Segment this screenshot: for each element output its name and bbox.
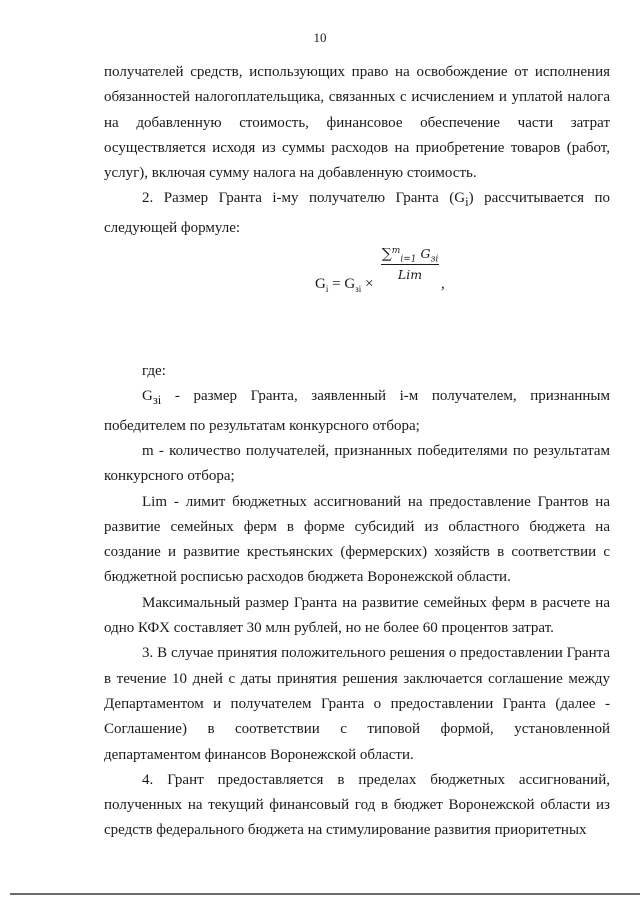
- formula-denominator: Lim: [397, 267, 423, 283]
- scan-edge-line: [10, 893, 640, 895]
- paragraph-4: 4. Грант предоставляется в пределах бюджетных ассигнований, полученных на текущий финансовый год в бюджет Воронежской области из средств федерального бюджета на стимулирование развития приоритетных: [104, 771, 610, 839]
- grant-formula: [104, 241, 610, 359]
- formula-numerator: ∑$^m_{i=1}$ $G_{зi}$: [381, 245, 439, 265]
- paragraph-continuation: получателей средств, использующих право на освобождение от исполнения обязанностей налогоплательщика, связанных с исчислением и уплатой налога на добавленную стоимость, финансовое обеспечение части затрат осуществляется исходя из суммы расходов на приобретение товаров (работ, услуг), включая сумму налога на добавленную стоимость.: [104, 64, 610, 182]
- page-number: 10: [313, 30, 327, 45]
- formula-comma: ,: [441, 276, 445, 293]
- where-label: где:: [142, 363, 166, 380]
- document-body: [104, 60, 610, 844]
- definition-lim: Lim - лимит бюджетных ассигнований на предоставление Грантов на развитие семейных ферм в форме субсидий из областного бюджета на создание и развитие крестьянских (фермерских) хозяйств в соответствии с бюджетной росписью расходов бюджета Воронежской области.: [104, 493, 610, 586]
- definition-m: m - количество получателей, признанных победителями по результатам конкурсного отбора;: [104, 442, 610, 485]
- definition-gzi: $G_{зi}$ - размер Гранта, заявленный i-м получателем, признанным победителем по результатам конкурсного отбора;: [104, 388, 610, 434]
- formula-fraction: [381, 245, 439, 284]
- paragraph-3: 3. В случае принятия положительного решения о предоставлении Гранта в течение 10 дней с даты принятия решения заключается соглашение между Департаментом и получателем Гранта о предоставлении Гранта (далее - Соглашение) в соответствии с типовой формой, установленной департаментом финансов Воронежской области.: [104, 645, 610, 763]
- formula-lhs: $G_i = G_{зi}$ ×: [315, 276, 374, 295]
- paragraph-max-grant: Максимальный размер Гранта на развитие семейных ферм в расчете на одно КФХ составляет 30 млн рублей, но не более 60 процентов затрат.: [104, 594, 610, 637]
- paragraph-2: 2. Размер Гранта i-му получателю Гранта $(G_i)$ рассчитывается по следующей формуле:: [104, 190, 610, 236]
